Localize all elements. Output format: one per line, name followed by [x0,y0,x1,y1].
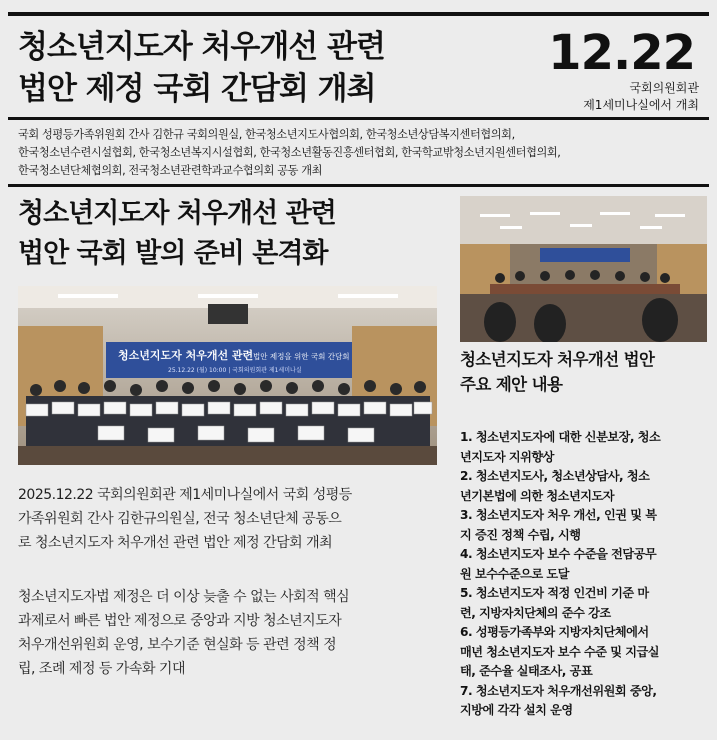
banner-title: 청소년지도자 처우개선 관련 [118,349,254,362]
proposal-5-line-2: 련, 지방자치단체의 준수 강조 [460,605,611,620]
banner-subtitle: 법안 제정을 위한 국회 간담회 [253,352,350,361]
event-group-photo-illustration [18,286,437,465]
proposal-title-line-2: 주요 제안 내용 [460,375,563,394]
lower-rule [8,184,709,187]
main-headline [18,26,518,110]
event-group-photo [18,286,437,465]
proposal-2-line-1: 2. 청소년지도사, 청소년상담사, 청소 [460,469,650,483]
proposal-2-line-2: 년기본법에 의한 청소년지도자 [460,488,615,503]
paragraph-2-line-1: 청소년지도자법 제정은 더 이상 늦출 수 없는 사회적 핵심 [18,589,350,605]
proposal-6-line-2: 매년 청소년지도자 보수 수준 및 지급실 [460,644,660,659]
proposal-section-title [460,347,710,397]
proposal-3-line-1: 3. 청소년지도자 처우 개선, 인권 및 복 [460,508,657,522]
proposal-7-line-1: 7. 청소년지도자 처우개선위원회 중앙, [460,683,657,698]
paragraph-2-line-2: 과제로서 빠른 법안 제정으로 중앙과 지방 청소년지도자 [18,613,342,629]
proposal-title-line-1: 청소년지도자 처우개선 법안 [460,350,655,369]
organizers-line-1: 국회 성평등가족위원회 간사 김한규 국회의원실, 한국청소년지도사협의회, 한국청소년상담복지센터협의회, [18,128,515,141]
venue-line-2: 제1세미나실에서 개최 [583,98,699,112]
banner-date: 25.12.22 (월) 10:00 | 국회의원회관 제1세미나실 [168,367,302,374]
proposal-item-3 [460,506,708,545]
article-headline-line-2: 법안 국회 발의 준비 본격화 [18,238,328,269]
proposal-4-line-1: 4. 청소년지도자 보수 수준을 전담공무 [460,547,657,561]
proposal-item-6 [460,623,708,682]
paragraph-1-line-2: 가족위원회 간사 김한규의원실, 전국 청소년단체 공동으 [18,511,342,527]
middle-rule [8,117,709,120]
proposal-list [460,428,708,721]
event-date: 12.22 [548,25,695,81]
proposal-item-4 [460,545,708,584]
proposal-6-line-3: 태, 준수율 실태조사, 공표 [460,664,593,678]
paragraph-1-line-1: 2025.12.22 국회의원회관 제1세미나실에서 국회 성평등 [18,487,352,503]
top-rule [8,12,709,16]
main-headline-line-2: 법안 제정 국회 간담회 개최 [18,71,376,107]
organizers-list [18,126,708,180]
meeting-table-photo [460,196,707,342]
proposal-1-line-1: 1. 청소년지도자에 대한 신분보장, 청소 [460,430,661,444]
proposal-7-line-2: 지방에 각각 설치 운영 [460,703,573,717]
venue-line-1: 국회의원회관 [629,81,699,95]
proposal-item-7 [460,682,708,721]
organizers-line-2: 한국청소년수련시설협회, 한국청소년복지시설협회, 한국청소년활동진흥센터협회, 한국학교밖청소년지원센터협의회, [18,146,561,159]
proposal-1-line-2: 년지도자 지위향상 [460,449,554,464]
article-paragraph-2 [18,585,440,681]
main-headline-line-1: 청소년지도자 처우개선 관련 [18,29,385,65]
proposal-item-5 [460,584,708,623]
article-paragraph-1 [18,483,440,555]
organizers-line-3: 한국청소년단체협의회, 전국청소년관련학과교수협의회 공동 개최 [18,164,323,177]
proposal-5-line-1: 5. 청소년지도자 적정 인건비 기준 마 [460,586,649,600]
article-headline-line-1: 청소년지도자 처우개선 관련 [18,198,336,229]
meeting-table-photo-illustration [460,196,707,342]
proposal-item-2 [460,467,708,506]
proposal-4-line-2: 원 보수수준으로 도달 [460,566,569,581]
paragraph-1-line-3: 로 청소년지도자 처우개선 관련 법안 제정 간담회 개최 [18,535,333,551]
proposal-6-line-1: 6. 성평등가족부와 지방자치단체에서 [460,625,649,639]
event-venue [509,80,699,114]
proposal-3-line-2: 지 증진 정책 수립, 시행 [460,527,581,542]
paragraph-2-line-4: 립, 조례 제정 등 가속화 기대 [18,661,185,677]
proposal-item-1 [460,428,708,467]
article-headline [18,194,443,274]
paragraph-2-line-3: 처우개선위원회 운영, 보수기준 현실화 등 관련 정책 정 [18,637,337,653]
